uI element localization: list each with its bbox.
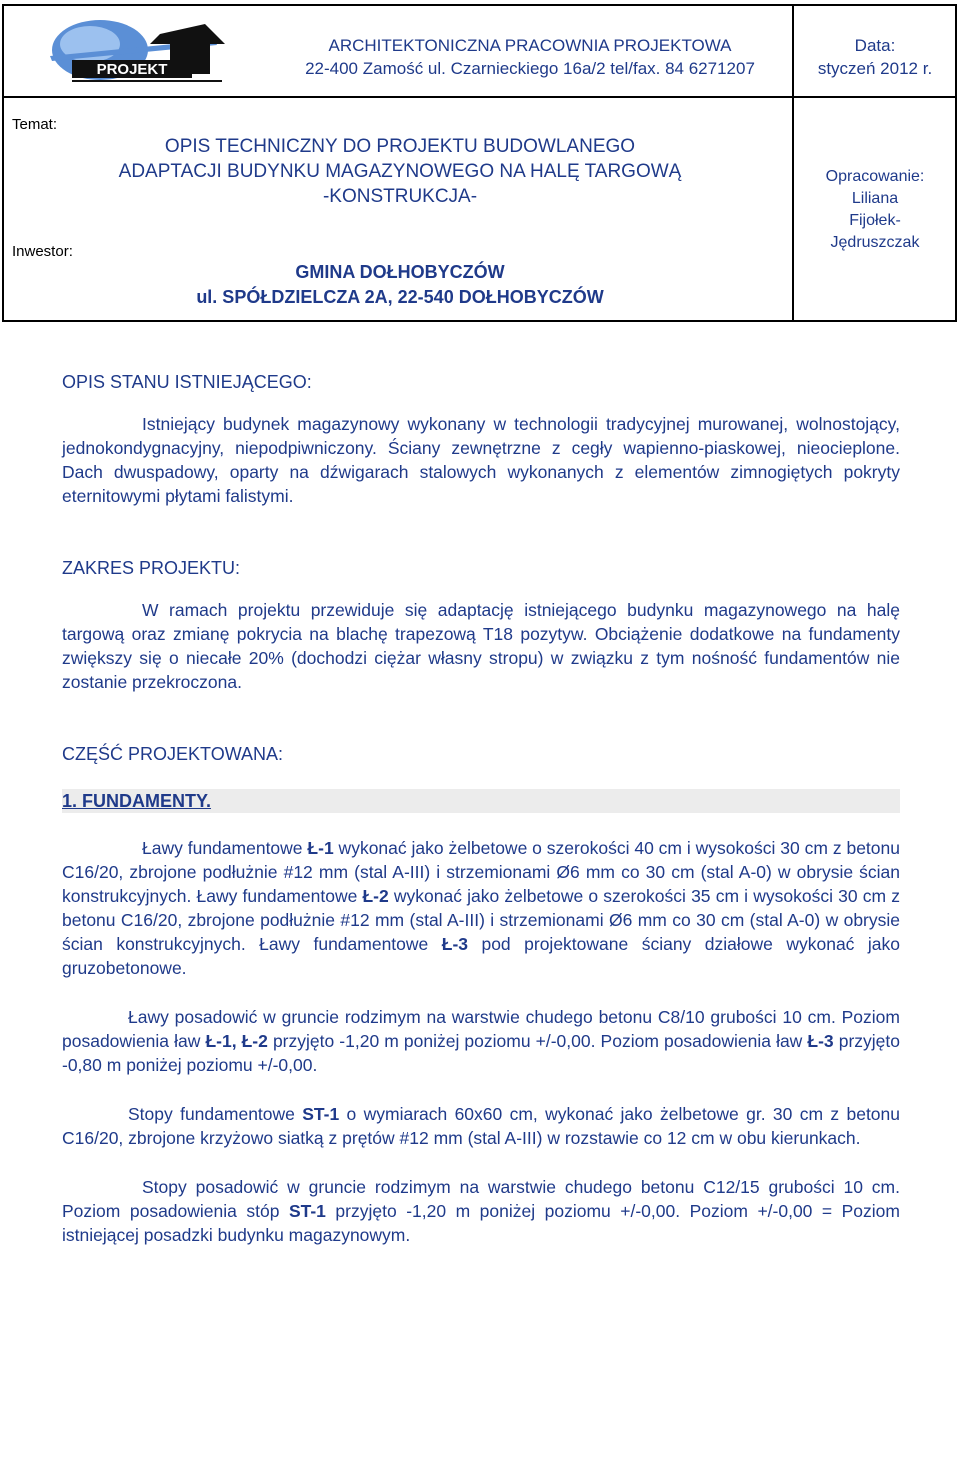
paragraph-existing-state: Istniejący budynek magazynowy wykonany w technologii tradycyjnej murowanej, wolnostojący, jednokondygnacyjny, niepodpiwniczony. Ściany zewnętrzne z cegły wapienno-piaskowej, nieocieplone. Dach dwuspadowy, oparty na dźwigarach stalowych wykonanych z elementów zimnogiętych pokryty eternitowymi płytami falistymi. (62, 414, 900, 506)
document-title (20, 134, 780, 209)
date-block (795, 34, 955, 80)
footing-code-st1: ST-1 (288, 1201, 326, 1221)
investor-name: GMINA DOŁHOBYCZÓW (295, 262, 505, 282)
text-run: wykonać jako żelbetowe o szerokości 35 cm i wysokości 30 cm z betonu C16/20, zbrojone podłużnie #12 mm (stal A-III) i strzemionami Ø6 mm co 30 cm (stal A-0) w obrysie ścian konstrukcyjnych. Ławy fundamentowe (62, 886, 900, 954)
text-run: o wymiarach 60x60 cm, wykonać jako żelbetowe gr. 30 cm z betonu C16/20, zbrojone krzyżowo siatką z prętów #12 mm (stal A-III) w rozstawie co 12 cm w obu kierunkach. (62, 1104, 901, 1148)
text-run: wykonać jako żelbetowe o szerokości 40 cm i wysokości 30 cm z betonu C16/20, zbrojone podłużnie #12 mm (stal A-III) i strzemionami Ø6 mm co 30 cm (stal A-0) w obrysie ścian konstrukcyjnych. Ławy fundamentowe (62, 838, 900, 906)
logo-text: PROJEKT (96, 61, 168, 78)
author-line-2: Fijołek- (849, 212, 901, 229)
author-label: Opracowanie: (825, 168, 925, 185)
investor-address: ul. SPÓŁDZIELCZA 2A, 22-540 DOŁHOBYCZÓW (196, 287, 604, 307)
text-run: Stopy posadowić w gruncie rodzimym na warstwie chudego betonu C12/15 grubości 10 cm. Poziom posadowienia stóp (62, 1177, 900, 1221)
subsection-heading-text: 1. FUNDAMENTY. (62, 791, 212, 811)
text-run: przyjęto -0,80 m poniżej poziomu +/-0,00. (62, 1031, 901, 1075)
topic-label: Temat: (12, 116, 58, 133)
text-run: przyjęto -1,20 m poniżej poziomu +/-0,00. Poziom posadowienia ław (267, 1031, 808, 1051)
paragraph-footing-foundation-level (62, 1005, 900, 1077)
text-run: Ławy posadowić w gruncie rodzimym na warstwie chudego betonu C8/10 grubości 10 cm. Poziom posadowienia ław (62, 1007, 900, 1051)
paragraph-scope: W ramach projektu przewiduje się adaptację istniejącego budynku magazynowego na halę targową oraz zmianę pokrycia na blachę trapezową T18 pozytyw. Obciążenie dodatkowe na fundamenty zwiększy się o niecałe 20% (dochodzi ciężar własny stropu) w związku z tym nośność fundamentów nie zostanie przekroczona. (62, 600, 900, 692)
title-line-2: ADAPTACJI BUDYNKU MAGAZYNOWEGO NA HALĘ TARGOWĄ (118, 161, 682, 182)
author-block (795, 166, 955, 254)
text-run: pod projektowane ściany działowe wykonać jako gruzobetonowe. (62, 934, 900, 978)
paragraph-pad-footings (62, 1102, 900, 1150)
footing-code-l2: Ł-2 (362, 886, 389, 906)
subsection-heading-foundations (62, 789, 900, 813)
firm-name: ARCHITEKTONICZNA PRACOWNIA PROJEKTOWA (328, 36, 732, 55)
text-run: Stopy fundamentowe (128, 1104, 303, 1124)
section-heading-design: CZĘŚĆ PROJEKTOWANA: (62, 744, 284, 764)
footing-code-l3: Ł-3 (807, 1031, 834, 1051)
author-line-1: Liliana (851, 190, 899, 207)
footing-code-st1: ST-1 (302, 1104, 340, 1124)
text-run: Ławy fundamentowe (142, 838, 308, 858)
section-heading-scope: ZAKRES PROJEKTU: (62, 558, 241, 578)
investor-info (20, 260, 780, 310)
author-line-3: Jędruszczak (830, 234, 920, 251)
footing-codes-l1-l2: Ł-1, Ł-2 (205, 1031, 268, 1051)
text-run: przyjęto -1,20 m poniżej poziomu +/-0,00. Poziom +/-0,00 = Poziom istniejącej posadzki budynku magazynowym. (62, 1201, 900, 1245)
date-label: Data: (854, 36, 896, 55)
section-heading-existing-state: OPIS STANU ISTNIEJĄCEGO: (62, 372, 312, 392)
title-line-3: -KONSTRUKCJA- (322, 186, 478, 207)
title-block-divider (2, 96, 957, 98)
paragraph-pad-foundation-level (62, 1175, 900, 1247)
firm-address: 22-400 Zamość ul. Czarnieckiego 16a/2 tel/fax. 84 6271207 (305, 59, 755, 78)
footing-code-l1: Ł-1 (307, 838, 334, 858)
investor-label: Inwestor: (12, 243, 73, 260)
footing-code-l3: Ł-3 (441, 934, 468, 954)
paragraph-strip-footings (62, 836, 900, 980)
document-body (62, 370, 900, 1247)
title-line-1: OPIS TECHNICZNY DO PROJEKTU BUDOWLANEGO (164, 136, 636, 157)
company-logo (10, 16, 260, 86)
date-value: styczeń 2012 r. (817, 59, 933, 78)
firm-info (260, 34, 800, 80)
